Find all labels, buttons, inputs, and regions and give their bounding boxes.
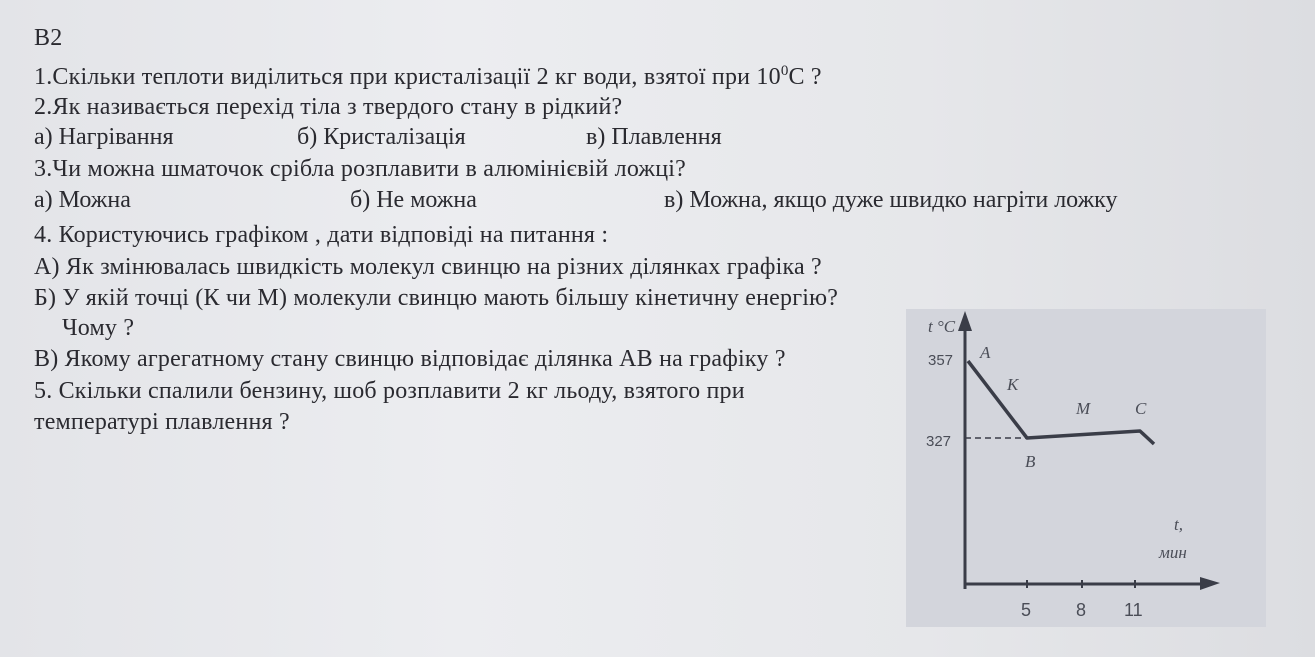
point-label-c: C xyxy=(1135,399,1147,418)
question-2: 2.Як називається перехід тіла з твердого стану в рідкий? xyxy=(34,94,623,120)
x-tick-label-11: 11 xyxy=(1124,600,1143,620)
question-4: 4. Користуючись графіком , дати відповіді на питання : xyxy=(34,222,609,248)
x-tick-label-8: 8 xyxy=(1076,600,1087,620)
question-5-line-1: 5. Скільки спалили бензину, шоб розплавити 2 кг льоду, взятого при xyxy=(34,378,745,404)
y-tick-label-357: 357 xyxy=(928,352,954,369)
question-3-option-a: а) Можна xyxy=(34,187,131,213)
question-3-option-c: в) Можна, якщо дуже швидко нагріти ложку xyxy=(664,187,1118,213)
question-2-option-a: а) Нагрівання xyxy=(34,124,174,150)
question-4-a: А) Як змінювалась швидкість молекул свинцю на різних ділянках графіка ? xyxy=(34,254,822,280)
question-1-superscript: 0 xyxy=(780,63,789,79)
question-2-option-c: в) Плавлення xyxy=(586,124,722,150)
question-4-b: Б) У якій точці (К чи М) молекули свинцю мають більшу кінетичну енергію? xyxy=(34,285,839,311)
graph-curve xyxy=(968,361,1154,444)
question-5-line-2: температурі плавлення ? xyxy=(34,409,290,435)
x-axis-label-unit: мин xyxy=(1159,543,1187,562)
question-2-option-b: б) Кристалізація xyxy=(297,124,466,150)
point-label-m: M xyxy=(1076,399,1091,418)
question-1-text: 1.Скільки теплоти виділиться при кристалізації 2 кг води, взятої при 10 xyxy=(34,64,781,90)
y-axis-label: t °C xyxy=(928,317,956,336)
variant-header: В2 xyxy=(34,25,63,51)
question-3-option-b: б) Не можна xyxy=(350,187,477,213)
point-label-a: A xyxy=(980,343,991,362)
question-1 xyxy=(34,63,822,91)
x-tick-label-5: 5 xyxy=(1021,600,1032,620)
point-label-k: K xyxy=(1007,375,1019,394)
y-axis-arrow xyxy=(958,311,972,331)
y-tick-label-327: 327 xyxy=(926,433,952,450)
question-4-b-continuation: Чому ? xyxy=(62,315,135,341)
x-axis-label-t: t, xyxy=(1174,515,1183,534)
graph-drawing xyxy=(906,309,1266,627)
temperature-time-graph xyxy=(906,309,1266,627)
question-3: 3.Чи можна шматочок срібла розплавити в алюмінієвій ложці? xyxy=(34,156,686,182)
question-1-unit: C ? xyxy=(788,64,822,90)
question-4-c: В) Якому агрегатному стану свинцю відповідає ділянка АВ на графіку ? xyxy=(34,346,786,372)
x-axis-arrow xyxy=(1200,577,1220,590)
point-label-b: B xyxy=(1025,452,1036,471)
